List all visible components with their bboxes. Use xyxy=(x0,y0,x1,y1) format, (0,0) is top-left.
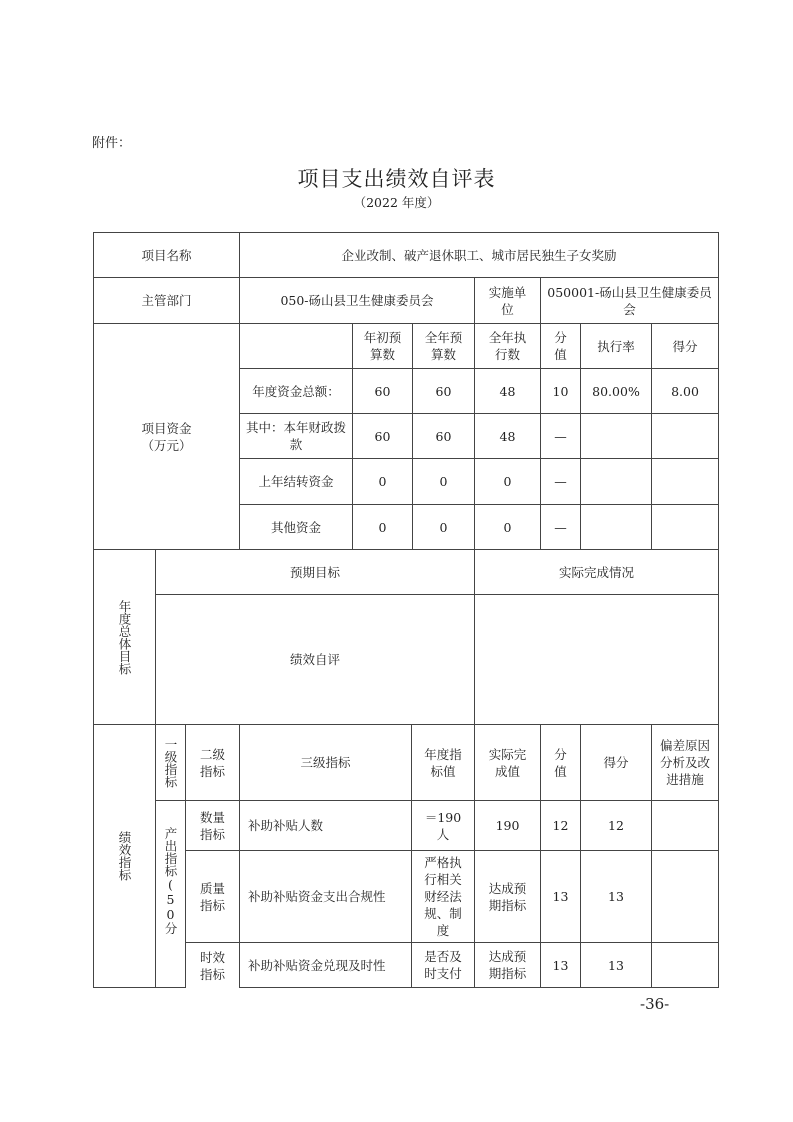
fund-score: 8.00 xyxy=(651,368,719,414)
fund-executed: 48 xyxy=(474,368,541,414)
col-level1 xyxy=(155,724,186,801)
fund-initial: 0 xyxy=(352,504,413,550)
perf-level3: 补助补贴资金支出合规性 xyxy=(239,850,412,943)
fund-initial: 60 xyxy=(352,413,413,459)
performance-section-label-text: 绩效指标 xyxy=(117,831,132,881)
fund-executed: 48 xyxy=(474,413,541,459)
annual-goals-label-text: 年度总体目标 xyxy=(117,599,132,675)
fund-full-year: 60 xyxy=(412,368,475,414)
perf-score: 13 xyxy=(580,942,652,988)
impl-label: 实施单位 xyxy=(474,277,541,324)
perf-score: 12 xyxy=(580,800,652,851)
perf-actual: 190 xyxy=(474,800,541,851)
fund-score-weight: — xyxy=(540,504,581,550)
perf-weight: 13 xyxy=(540,850,581,943)
col-exec-rate: 执行率 xyxy=(580,323,652,369)
dept-label: 主管部门 xyxy=(93,277,240,324)
col-score: 得分 xyxy=(651,323,719,369)
fund-initial: 60 xyxy=(352,368,413,414)
fund-executed: 0 xyxy=(474,504,541,550)
fund-row-label: 其中：本年财政拨款 xyxy=(239,413,353,459)
fund-score-weight: — xyxy=(540,413,581,459)
perf-level3: 补助补贴资金兑现及时性 xyxy=(239,942,412,988)
actual-completion-value xyxy=(474,594,719,725)
col-level2: 二级指标 xyxy=(185,724,240,801)
col-deviation-reason: 偏差原因分析及改进措施 xyxy=(651,724,719,801)
fund-row-label: 年度资金总额： xyxy=(239,368,353,414)
perf-level3: 补助补贴人数 xyxy=(239,800,412,851)
perf-level2: 时效指标 xyxy=(185,942,240,988)
perf-score: 13 xyxy=(580,850,652,943)
actual-completion-header: 实际完成情况 xyxy=(474,549,719,595)
performance-section-label xyxy=(93,724,156,988)
fund-full-year: 60 xyxy=(412,413,475,459)
fund-exec-rate xyxy=(580,458,652,505)
dept-value: 050-砀山县卫生健康委员会 xyxy=(239,277,475,324)
perf-reason xyxy=(651,850,719,943)
fund-score xyxy=(651,458,719,505)
col-actual-value: 实际完成值 xyxy=(474,724,541,801)
fund-exec-rate xyxy=(580,413,652,459)
fund-full-year: 0 xyxy=(412,458,475,505)
level1-output-indicator xyxy=(155,800,186,988)
perf-actual: 达成预期指标 xyxy=(474,942,541,988)
fund-score xyxy=(651,504,719,550)
fund-full-year: 0 xyxy=(412,504,475,550)
fund-row-label: 其他资金 xyxy=(239,504,353,550)
fund-initial: 0 xyxy=(352,458,413,505)
project-name-label: 项目名称 xyxy=(93,232,240,278)
perf-weight: 12 xyxy=(540,800,581,851)
fund-exec-rate: 80.00% xyxy=(580,368,652,414)
fund-executed: 0 xyxy=(474,458,541,505)
fund-score xyxy=(651,413,719,459)
perf-target: ＝190人 xyxy=(411,800,475,851)
page-title: 项目支出绩效自评表 xyxy=(297,167,496,191)
impl-value: 050001-砀山县卫生健康委员会 xyxy=(540,277,719,324)
perf-reason xyxy=(651,942,719,988)
fund-exec-rate xyxy=(580,504,652,550)
perf-target: 是否及时支付 xyxy=(411,942,475,988)
col-executed: 全年执行数 xyxy=(474,323,541,369)
expected-goal-header: 预期目标 xyxy=(155,549,475,595)
perf-level2: 数量指标 xyxy=(185,800,240,851)
col-level3: 三级指标 xyxy=(239,724,412,801)
col-level1-text: 一级指标 xyxy=(163,737,178,788)
funds-section-label: 项目资金（万元） xyxy=(93,323,240,550)
expected-goal-value: 绩效自评 xyxy=(155,594,475,725)
fund-score-weight: 10 xyxy=(540,368,581,414)
funds-header-blank xyxy=(239,323,353,369)
perf-weight: 13 xyxy=(540,942,581,988)
fund-score-weight: — xyxy=(540,458,581,505)
page-subtitle: （2022 年度） xyxy=(353,195,440,210)
project-name-value: 企业改制、破产退休职工、城市居民独生子女奖励 xyxy=(239,232,719,278)
perf-actual: 达成预期指标 xyxy=(474,850,541,943)
fund-row-label: 上年结转资金 xyxy=(239,458,353,505)
col-annual-target: 年度指标值 xyxy=(411,724,475,801)
col-score-weight: 分值 xyxy=(540,323,581,369)
level1-output-indicator-text: 产出指标(50分 xyxy=(163,827,178,935)
perf-level2: 质量指标 xyxy=(185,850,240,943)
col-initial-budget: 年初预算数 xyxy=(352,323,413,369)
col-weight: 分值 xyxy=(540,724,581,801)
attachment-label: 附件： xyxy=(92,136,132,151)
perf-reason xyxy=(651,800,719,851)
annual-goals-label xyxy=(93,549,156,725)
col-perf-score: 得分 xyxy=(580,724,652,801)
page-number: -36- xyxy=(640,995,670,1013)
col-full-year-budget: 全年预算数 xyxy=(412,323,475,369)
perf-target: 严格执行相关财经法规、制度 xyxy=(411,850,475,943)
